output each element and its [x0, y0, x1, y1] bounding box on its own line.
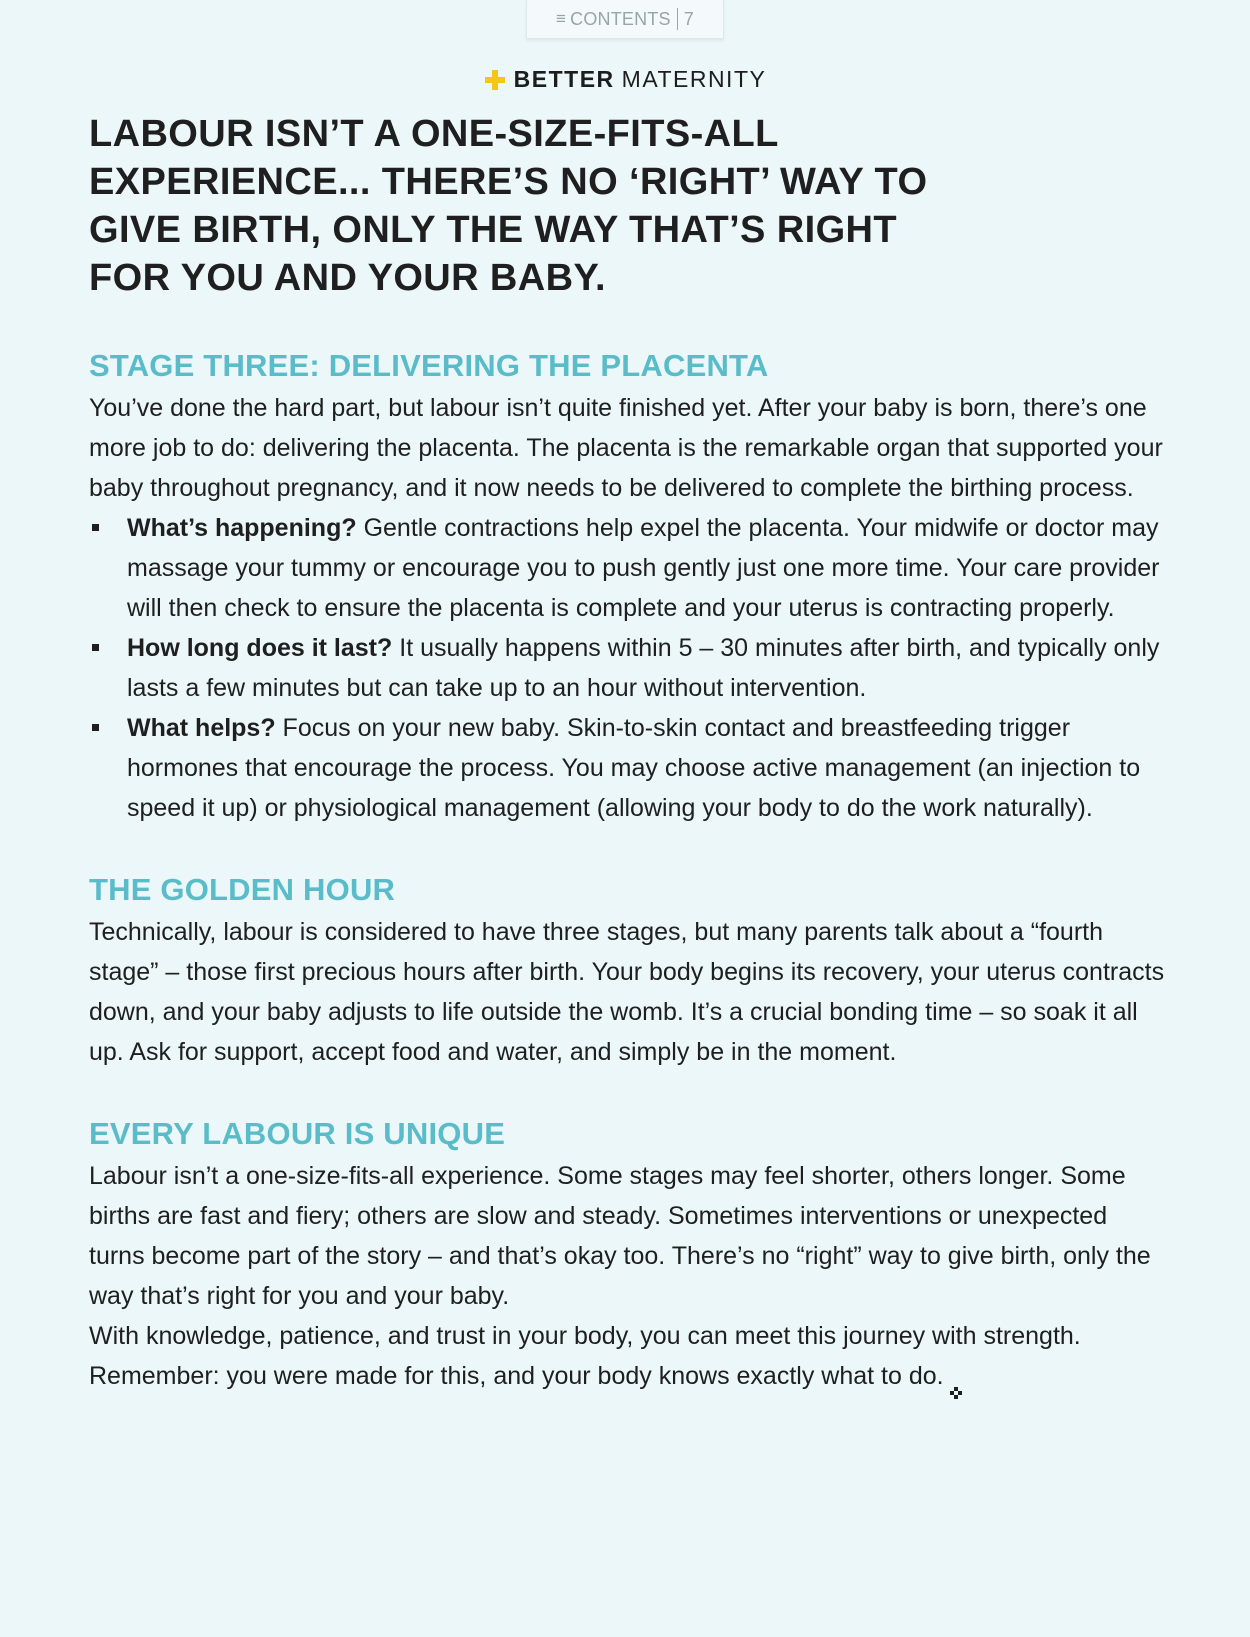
- list-item: [89, 628, 1169, 708]
- bullet-label: How long does it last?: [127, 634, 393, 662]
- bullet-square-icon: [92, 524, 99, 531]
- bullet-text: Focus on your new baby. Skin-to-skin contact and breastfeeding trigger hormones that encourage the process. You may choose active management (an injection to speed it up) or physiological management (allowing your body to do the work naturally).: [127, 714, 1141, 822]
- page-number: 7: [683, 8, 694, 29]
- brand-regular-word: MATERNITY: [621, 66, 767, 92]
- end-mark-icon: [950, 1371, 962, 1383]
- list-item: [89, 508, 1169, 628]
- list-item: [89, 708, 1169, 828]
- contents-tab[interactable]: [526, 0, 724, 39]
- contents-label: CONTENTS: [570, 8, 671, 29]
- article-body: [89, 344, 1169, 1396]
- bullet-text: Gentle contractions help expel the placenta. Your midwife or doctor may massage your tummy or encourage you to push gently just one more time. Your care provider will then check to ensure the placenta is complete and your uterus is contracting properly.: [127, 514, 1160, 622]
- section-title-every-labour: EVERY LABOUR IS UNIQUE: [89, 1116, 506, 1151]
- bullet-square-icon: [92, 724, 99, 731]
- menu-lines-icon: ≡: [556, 9, 567, 28]
- closing-text: With knowledge, patience, and trust in your body, you can meet this journey with strength. Remember: you were made for this, and your body knows exactly what to do.: [89, 1322, 1081, 1390]
- stage-three-intro: You’ve done the hard part, but labour isn’t quite finished yet. After your baby is born, there’s one more job to do: delivering the placenta. The placenta is the remarkable organ that supported your baby throughout pregnancy, and it now needs to be delivered to complete the birthing process.: [89, 394, 1163, 502]
- page-headline: LABOUR ISN’T A ONE-SIZE-FITS-ALL EXPERIENCE... THERE’S NO ‘RIGHT’ WAY TO GIVE BIRTH, ONLY THE WAY THAT’S RIGHT FOR YOU AND YOUR BABY.: [89, 113, 928, 299]
- plus-cross-icon: [484, 69, 506, 91]
- bullet-square-icon: [92, 644, 99, 651]
- every-labour-body: Labour isn’t a one-size-fits-all experience. Some stages may feel shorter, others longer. Some births are fast and fiery; others are slow and steady. Sometimes interventions or unexpected turns become part of the story – and that’s okay too. There’s no “right” way to give birth, only the way that’s right for you and your baby.: [89, 1162, 1151, 1310]
- bullet-text: It usually happens within 5 – 30 minutes after birth, and typically only lasts a few minutes but can take up to an hour without intervention.: [127, 634, 1160, 702]
- brand-bold-word: BETTER: [513, 66, 615, 92]
- section-spacer: [89, 1072, 1169, 1112]
- bullet-label: What helps?: [127, 714, 276, 742]
- bullet-label: What’s happening?: [127, 514, 357, 542]
- brand-logo: [0, 66, 1250, 93]
- section-title-stage-three: STAGE THREE: DELIVERING THE PLACENTA: [89, 348, 769, 383]
- closing-paragraph: [89, 1316, 1169, 1396]
- stage-three-bullets: [89, 508, 1169, 828]
- section-spacer: [89, 828, 1169, 868]
- section-title-golden-hour: THE GOLDEN HOUR: [89, 872, 396, 907]
- tab-divider: [677, 8, 678, 30]
- golden-hour-body: Technically, labour is considered to have three stages, but many parents talk about a “fourth stage” – those first precious hours after birth. Your body begins its recovery, your uterus contracts down, and your baby adjusts to life outside the womb. It’s a crucial bonding time – so soak it all up. Ask for support, accept food and water, and simply be in the moment.: [89, 918, 1165, 1066]
